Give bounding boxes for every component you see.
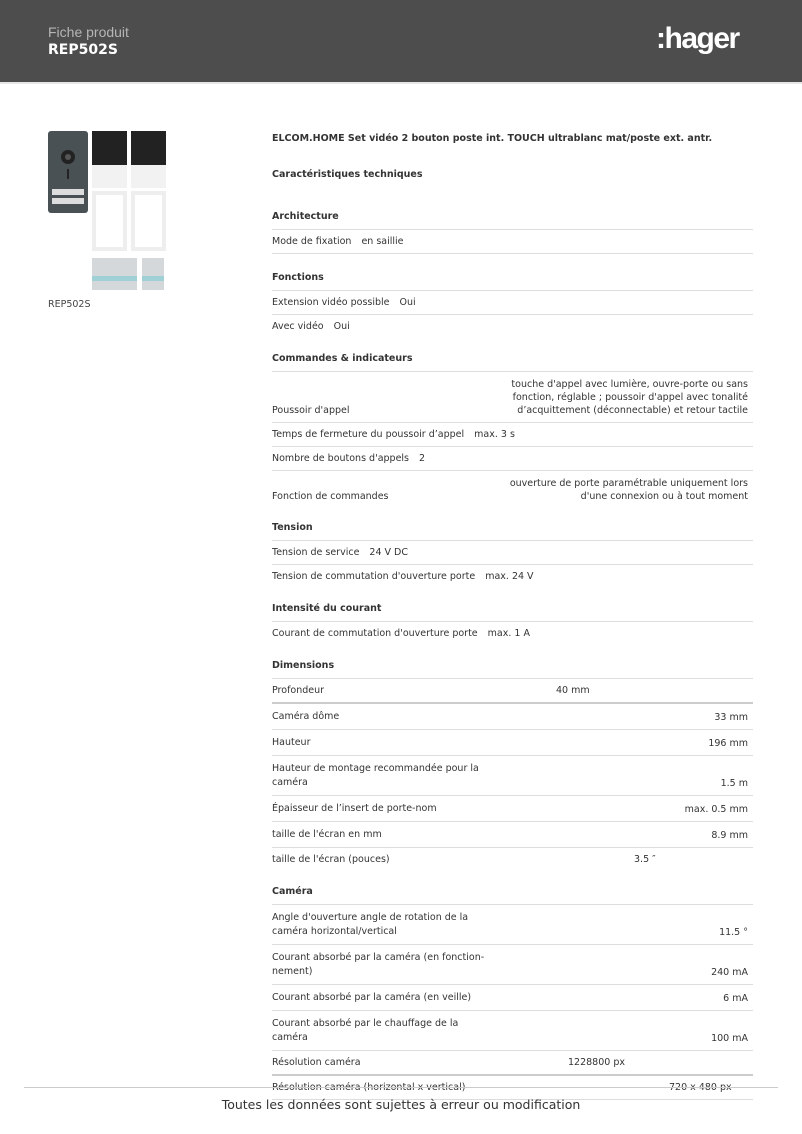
spec-label: Résolution caméra (horizontal x vertical)	[272, 1082, 466, 1093]
footer-disclaimer: Toutes les données sont sujettes à erreur ou modification	[221, 1097, 581, 1112]
spec-heading: Caractéristiques techniques	[272, 169, 423, 180]
spec-row	[272, 372, 753, 423]
spec-label: Courant absorbé par la caméra (en fonction-nement)	[272, 952, 485, 977]
spec-row	[272, 447, 753, 471]
spec-row	[272, 565, 753, 589]
spec-row	[272, 822, 753, 848]
spec-row	[272, 985, 753, 1011]
spec-value: 240 mA	[711, 967, 748, 978]
spec-label: Hauteur de montage recommandée pour la caméra	[272, 763, 479, 788]
spec-label: Mode de fixation	[272, 236, 352, 247]
spec-label: Temps de fermeture du poussoir d’appel	[272, 429, 465, 440]
section-title: Dimensions	[272, 660, 753, 679]
doc-type-label: Fiche produit	[48, 24, 129, 40]
spec-label: Profondeur	[272, 685, 325, 696]
footer-divider	[24, 1087, 778, 1088]
spec-value: 196 mm	[708, 738, 748, 749]
spec-label: Fonction de commandes	[272, 491, 389, 502]
spec-label: Angle d'ouverture angle de rotation de la caméra horizontal/vertical	[272, 912, 469, 937]
spec-value: 3.5 ″	[634, 854, 656, 865]
spec-value: 2	[419, 453, 426, 464]
section-title: Caméra	[272, 886, 753, 905]
spec-row	[272, 230, 753, 254]
section-title: Fonctions	[272, 272, 753, 291]
product-image-caption: REP502S	[48, 299, 91, 310]
spec-row	[272, 756, 753, 796]
section-title: Architecture	[272, 211, 753, 230]
spec-value: max. 1 A	[487, 628, 530, 639]
spec-label: Courant absorbé par le chauffage de la caméra	[272, 1018, 459, 1043]
spec-label: Résolution caméra	[272, 1057, 361, 1068]
spec-value: en saillie	[361, 236, 404, 247]
page-header	[0, 0, 802, 84]
spec-row	[272, 1051, 753, 1076]
hager-logo: :hager	[656, 22, 739, 55]
spec-row	[272, 291, 753, 315]
spec-label: Hauteur	[272, 737, 311, 748]
spec-label: taille de l'écran (pouces)	[272, 854, 390, 865]
spec-row	[272, 1011, 753, 1051]
spec-label: Poussoir d'appel	[272, 405, 350, 416]
spec-row	[272, 945, 753, 985]
spec-value: 11.5 °	[719, 927, 748, 938]
spec-value: Oui	[399, 297, 416, 308]
spec-value: 720 x 480 px	[669, 1082, 732, 1093]
spec-value: 40 mm	[556, 685, 590, 696]
spec-row	[272, 796, 753, 822]
product-image	[48, 131, 168, 294]
spec-label: Tension de commutation d'ouverture porte	[272, 571, 476, 582]
spec-row	[272, 471, 753, 508]
spec-label: Avec vidéo	[272, 321, 324, 332]
product-ref: REP502S	[48, 42, 118, 58]
section-title: Tension	[272, 522, 753, 541]
spec-value: 6 mA	[723, 993, 748, 1004]
spec-row	[272, 848, 753, 872]
spec-row	[272, 704, 753, 730]
spec-value: 24 V DC	[369, 547, 408, 558]
spec-value: ouverture de porte paramétrable uniquement lors d'une connexion ou à tout moment	[509, 478, 748, 502]
spec-row	[272, 730, 753, 756]
spec-row	[272, 423, 753, 447]
section-title: Intensité du courant	[272, 603, 753, 622]
spec-label: Caméra dôme	[272, 711, 340, 722]
spec-value: 1.5 m	[720, 778, 748, 789]
spec-value: 100 mA	[711, 1033, 748, 1044]
section-title: Commandes & indicateurs	[272, 353, 753, 372]
spec-value: touche d'appel avec lumière, ouvre-porte ou sans fonction, réglable ; poussoir d'appel avec tonalité d’acquittement (déconnectable) et retour tactile	[511, 379, 748, 416]
spec-value: 33 mm	[714, 712, 748, 723]
spec-value: 1228800 px	[568, 1057, 625, 1068]
spec-label: Nombre de boutons d'appels	[272, 453, 410, 464]
product-title: ELCOM.HOME Set vidéo 2 bouton poste int. TOUCH ultrablanc mat/poste ext. antr.	[272, 133, 713, 144]
spec-row	[272, 905, 753, 945]
spec-value: max. 3 s	[474, 429, 515, 440]
spec-label: Extension vidéo possible	[272, 297, 390, 308]
spec-label: taille de l'écran en mm	[272, 829, 382, 840]
spec-content	[272, 133, 753, 1100]
spec-label: Épaisseur de l’insert de porte-nom	[272, 803, 437, 814]
spec-row	[272, 541, 753, 565]
spec-value: Oui	[333, 321, 350, 332]
spec-row	[272, 679, 753, 704]
spec-value: max. 24 V	[485, 571, 534, 582]
spec-value: 8.9 mm	[711, 830, 748, 841]
spec-row	[272, 622, 753, 646]
spec-label: Courant absorbé par la caméra (en veille)	[272, 992, 472, 1003]
spec-label: Tension de service	[272, 547, 360, 558]
spec-row	[272, 315, 753, 339]
spec-value: max. 0.5 mm	[684, 804, 748, 815]
spec-label: Courant de commutation d'ouverture porte	[272, 628, 478, 639]
